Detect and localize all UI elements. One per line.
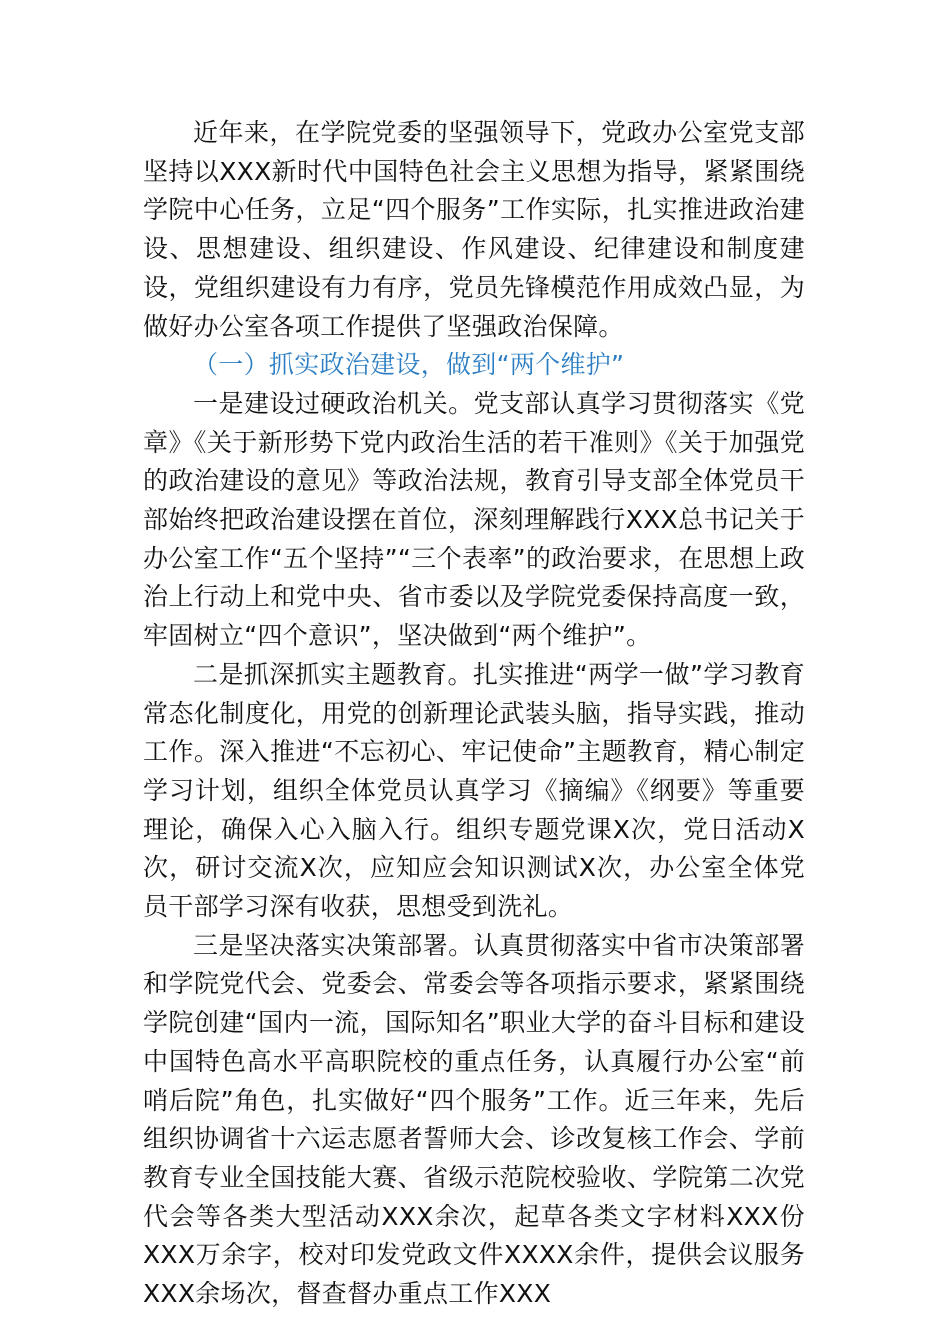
section-heading: （一）抓实政治建设，做到“两个维护” — [193, 350, 625, 380]
document-body — [143, 114, 805, 1314]
paragraph-theme-education: 二是抓深抓实主题教育。扎实推进“两学一做”学习教育常态化制度化，用党的创新理论武装头脑，指导实践，推动工作。深入推进“不忘初心、牢记使命”主题教育，精心制定学习计划，组织全体党员认真学习《摘编》《纲要》等重要理论，确保入心入脑入行。组织专题党课X次，党日活动X次，研讨交流X次，应知应会知识测试X次，办公室全体党员干部学习深有收获，思想受到洗礼。 — [143, 659, 805, 922]
paragraph-implement-decisions: 三是坚决落实决策部署。认真贯彻落实中省市决策部署和学院党代会、党委会、常委会等各项指示要求，紧紧围绕学院创建“国内一流，国际知名”职业大学的奋斗目标和建设中国特色高水平高职院校的重点任务，认真履行办公室“前哨后院”角色，扎实做好“四个服务”工作。近三年来，先后组织协调省十六运志愿者誓师大会、诊改复核工作会、学前教育专业全国技能大赛、省级示范院校验收、学院第二次党代会等各类大型活动XXX余次，起草各类文字材料XXX份XXX万余字，校对印发党政文件XXXX余件，提供会议服务XXX余场次，督查督办重点工作XXX — [143, 930, 805, 1309]
paragraph-political-organ: 一是建设过硬政治机关。党支部认真学习贯彻落实《党章》《关于新形势下党内政治生活的若干准则》《关于加强党的政治建设的意见》等政治法规，教育引导支部全体党员干部始终把政治建设摆在首位，深刻理解践行XXX总书记关于办公室工作“五个坚持”“三个表率”的政治要求，在思想上政治上行动上和党中央、省市委以及学院党委保持高度一致，牢固树立“四个意识”，坚决做到“两个维护”。 — [143, 388, 805, 651]
intro-paragraph: 近年来，在学院党委的坚强领导下，党政办公室党支部坚持以XXX新时代中国特色社会主义思想为指导，紧紧围绕学院中心任务，立足“四个服务”工作实际，扎实推进政治建设、思想建设、组织建设、作风建设、纪律建设和制度建设，党组织建设有力有序，党员先锋模范作用成效凸显，为做好办公室各项工作提供了坚强政治保障。 — [143, 118, 805, 341]
